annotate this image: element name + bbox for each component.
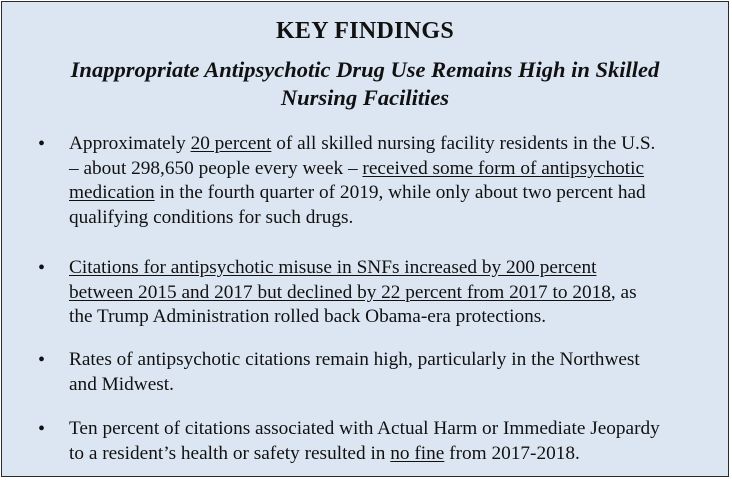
underlined-phrase: Citations for antipsychotic misuse in SNFs increased by 200 percent <box>69 257 597 278</box>
finding-text-4 <box>69 417 729 466</box>
text-line: Ten percent of citations associated with Actual Harm or Immediate Jeopardy <box>69 418 660 439</box>
text-line: – about 298,650 people every week – received some form of antipsychotic <box>69 157 645 179</box>
text-line: medication in the fourth quarter of 2019, while only about two percent had <box>69 182 646 203</box>
text-line <box>69 256 729 281</box>
text-line: and Midwest. <box>69 373 174 395</box>
text-line: qualifying conditions for such drugs. <box>69 206 354 228</box>
finding-text-3 <box>69 348 729 397</box>
bullet-icon: • <box>38 418 46 440</box>
bullet-icon: • <box>38 133 46 155</box>
finding-text-1 <box>69 132 729 230</box>
text-line: between 2015 and 2017 but declined by 22 percent from 2017 to 2018, as <box>69 281 637 303</box>
findings-list <box>2 2 728 476</box>
bullet-icon: • <box>38 349 46 371</box>
subtitle-line-1: Inappropriate Antipsychotic Drug Use Remains High in Skilled <box>70 57 660 82</box>
underlined-phrase: medication <box>69 182 155 203</box>
underlined-phrase: received some form of antipsychotic <box>362 157 645 179</box>
panel-title: KEY FINDINGS <box>275 18 455 44</box>
underlined-phrase: between 2015 and 2017 but declined by 22 percent from 2017 to 2018 <box>69 281 611 303</box>
key-findings-panel <box>1 1 729 477</box>
underlined-phrase: no fine <box>390 442 445 464</box>
underlined-phrase: 20 percent <box>190 133 272 154</box>
text-line: Approximately 20 percent of all skilled nursing facility residents in the U.S. <box>69 133 656 154</box>
text-line: Rates of antipsychotic citations remain high, particularly in the Northwest <box>69 349 640 370</box>
text-line: the Trump Administration rolled back Obama-era protections. <box>69 306 547 327</box>
bullet-icon: • <box>38 257 46 279</box>
text-line: to a resident’s health or safety resulted in no fine from 2017-2018. <box>69 442 580 464</box>
finding-text-2 <box>69 256 729 330</box>
subtitle-line-2: Nursing Facilities <box>280 85 450 110</box>
